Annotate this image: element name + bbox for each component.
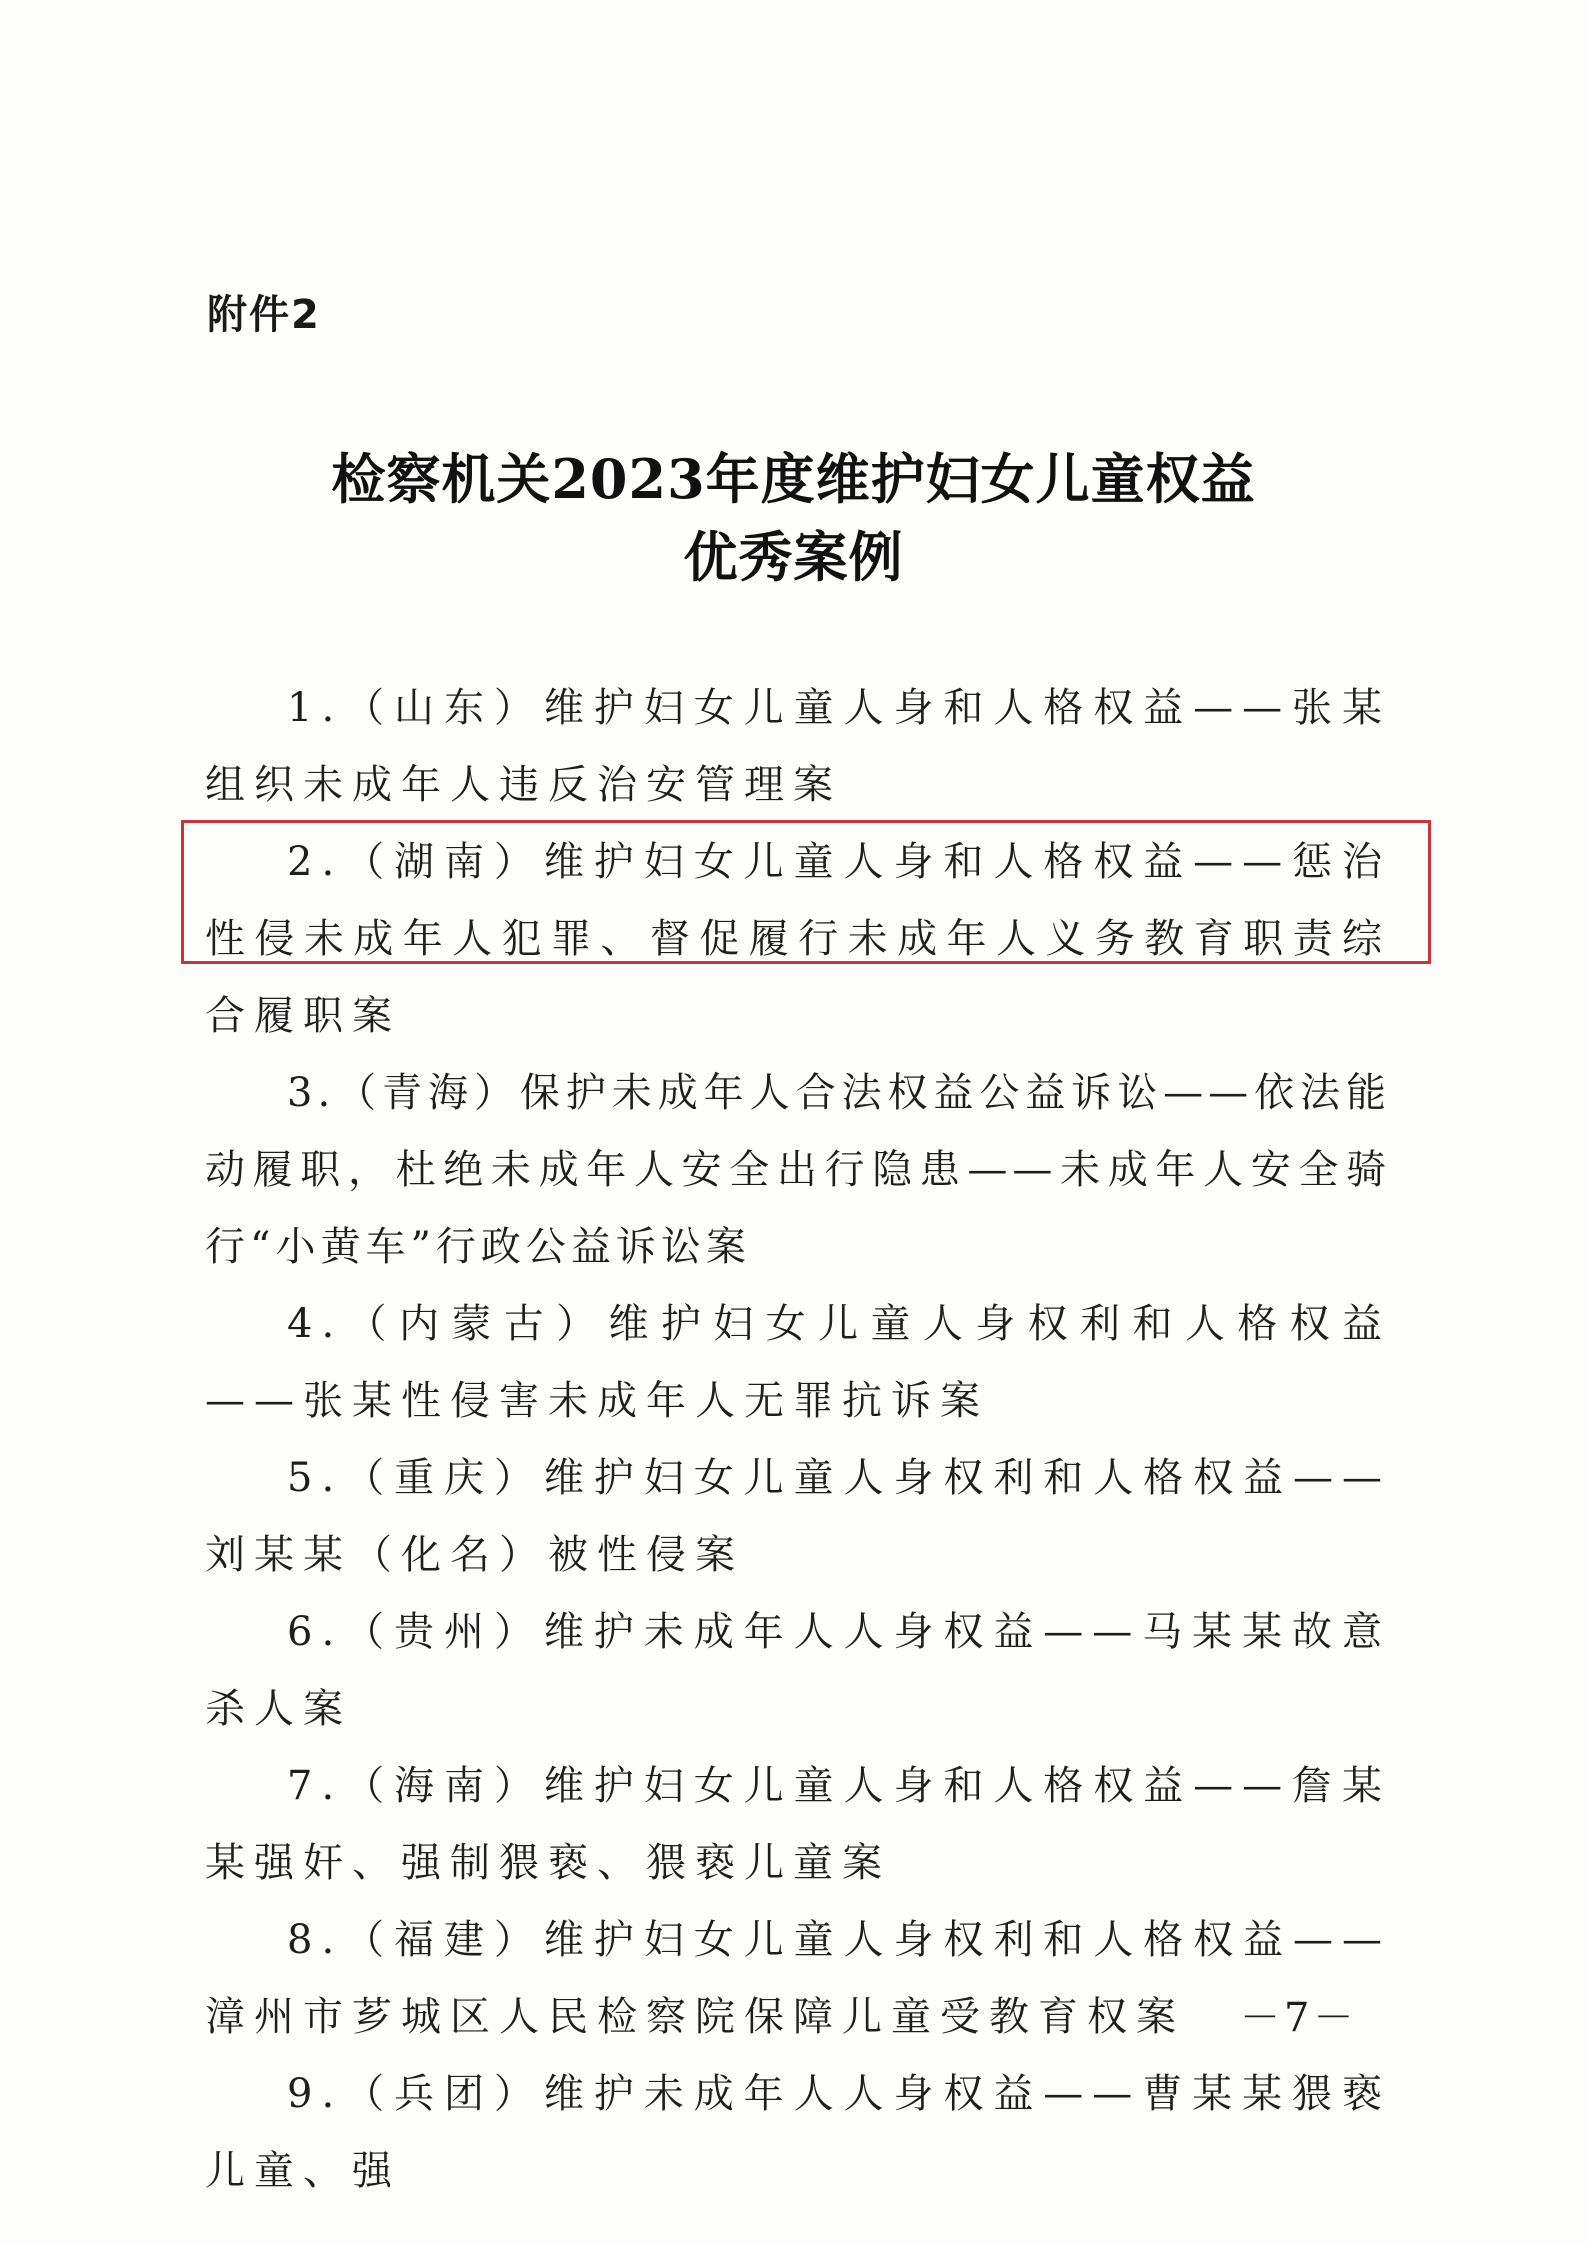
case-item-8: 8.（福建）维护妇女儿童人身权利和人格权益——漳州市芗城区人民检察院保障儿童受教育权案 <box>205 1917 1391 2040</box>
document-title-line-2: 优秀案例 <box>683 525 904 589</box>
document-title-line-1: 检察机关2023年度维护妇女儿童权益 <box>331 447 1256 511</box>
case-list <box>205 670 1391 2210</box>
case-item-4: 4.（内蒙古）维护妇女儿童人身权利和人格权益——张某性侵害未成年人无罪抗诉案 <box>205 1301 1391 1424</box>
case-item-7: 7.（海南）维护妇女儿童人身和人格权益——詹某某强奸、强制猥亵、猥亵儿童案 <box>205 1763 1391 1886</box>
case-item-9: 9.（兵团）维护未成年人人身权益——曹某某猥亵儿童、强 <box>205 2071 1391 2194</box>
page-number: －7－ <box>1240 1995 1358 2041</box>
attachment-label: 附件2 <box>207 292 321 338</box>
case-item-2: 2.（湖南）维护妇女儿童人身和人格权益——惩治性侵未成年人犯罪、督促履行未成年人义务教育职责综合履职案 <box>205 839 1391 1039</box>
case-item-6: 6.（贵州）维护未成年人人身权益——马某某故意杀人案 <box>205 1609 1391 1732</box>
case-item-3: 3.（青海）保护未成年人合法权益公益诉讼——依法能动履职，杜绝未成年人安全出行隐患——未成年人安全骑行“小黄车”行政公益诉讼案 <box>205 1070 1391 1270</box>
case-item-1: 1.（山东）维护妇女儿童人身和人格权益——张某组织未成年人违反治安管理案 <box>205 685 1391 808</box>
case-item-5: 5.（重庆）维护妇女儿童人身权利和人格权益——刘某某（化名）被性侵案 <box>205 1455 1391 1578</box>
